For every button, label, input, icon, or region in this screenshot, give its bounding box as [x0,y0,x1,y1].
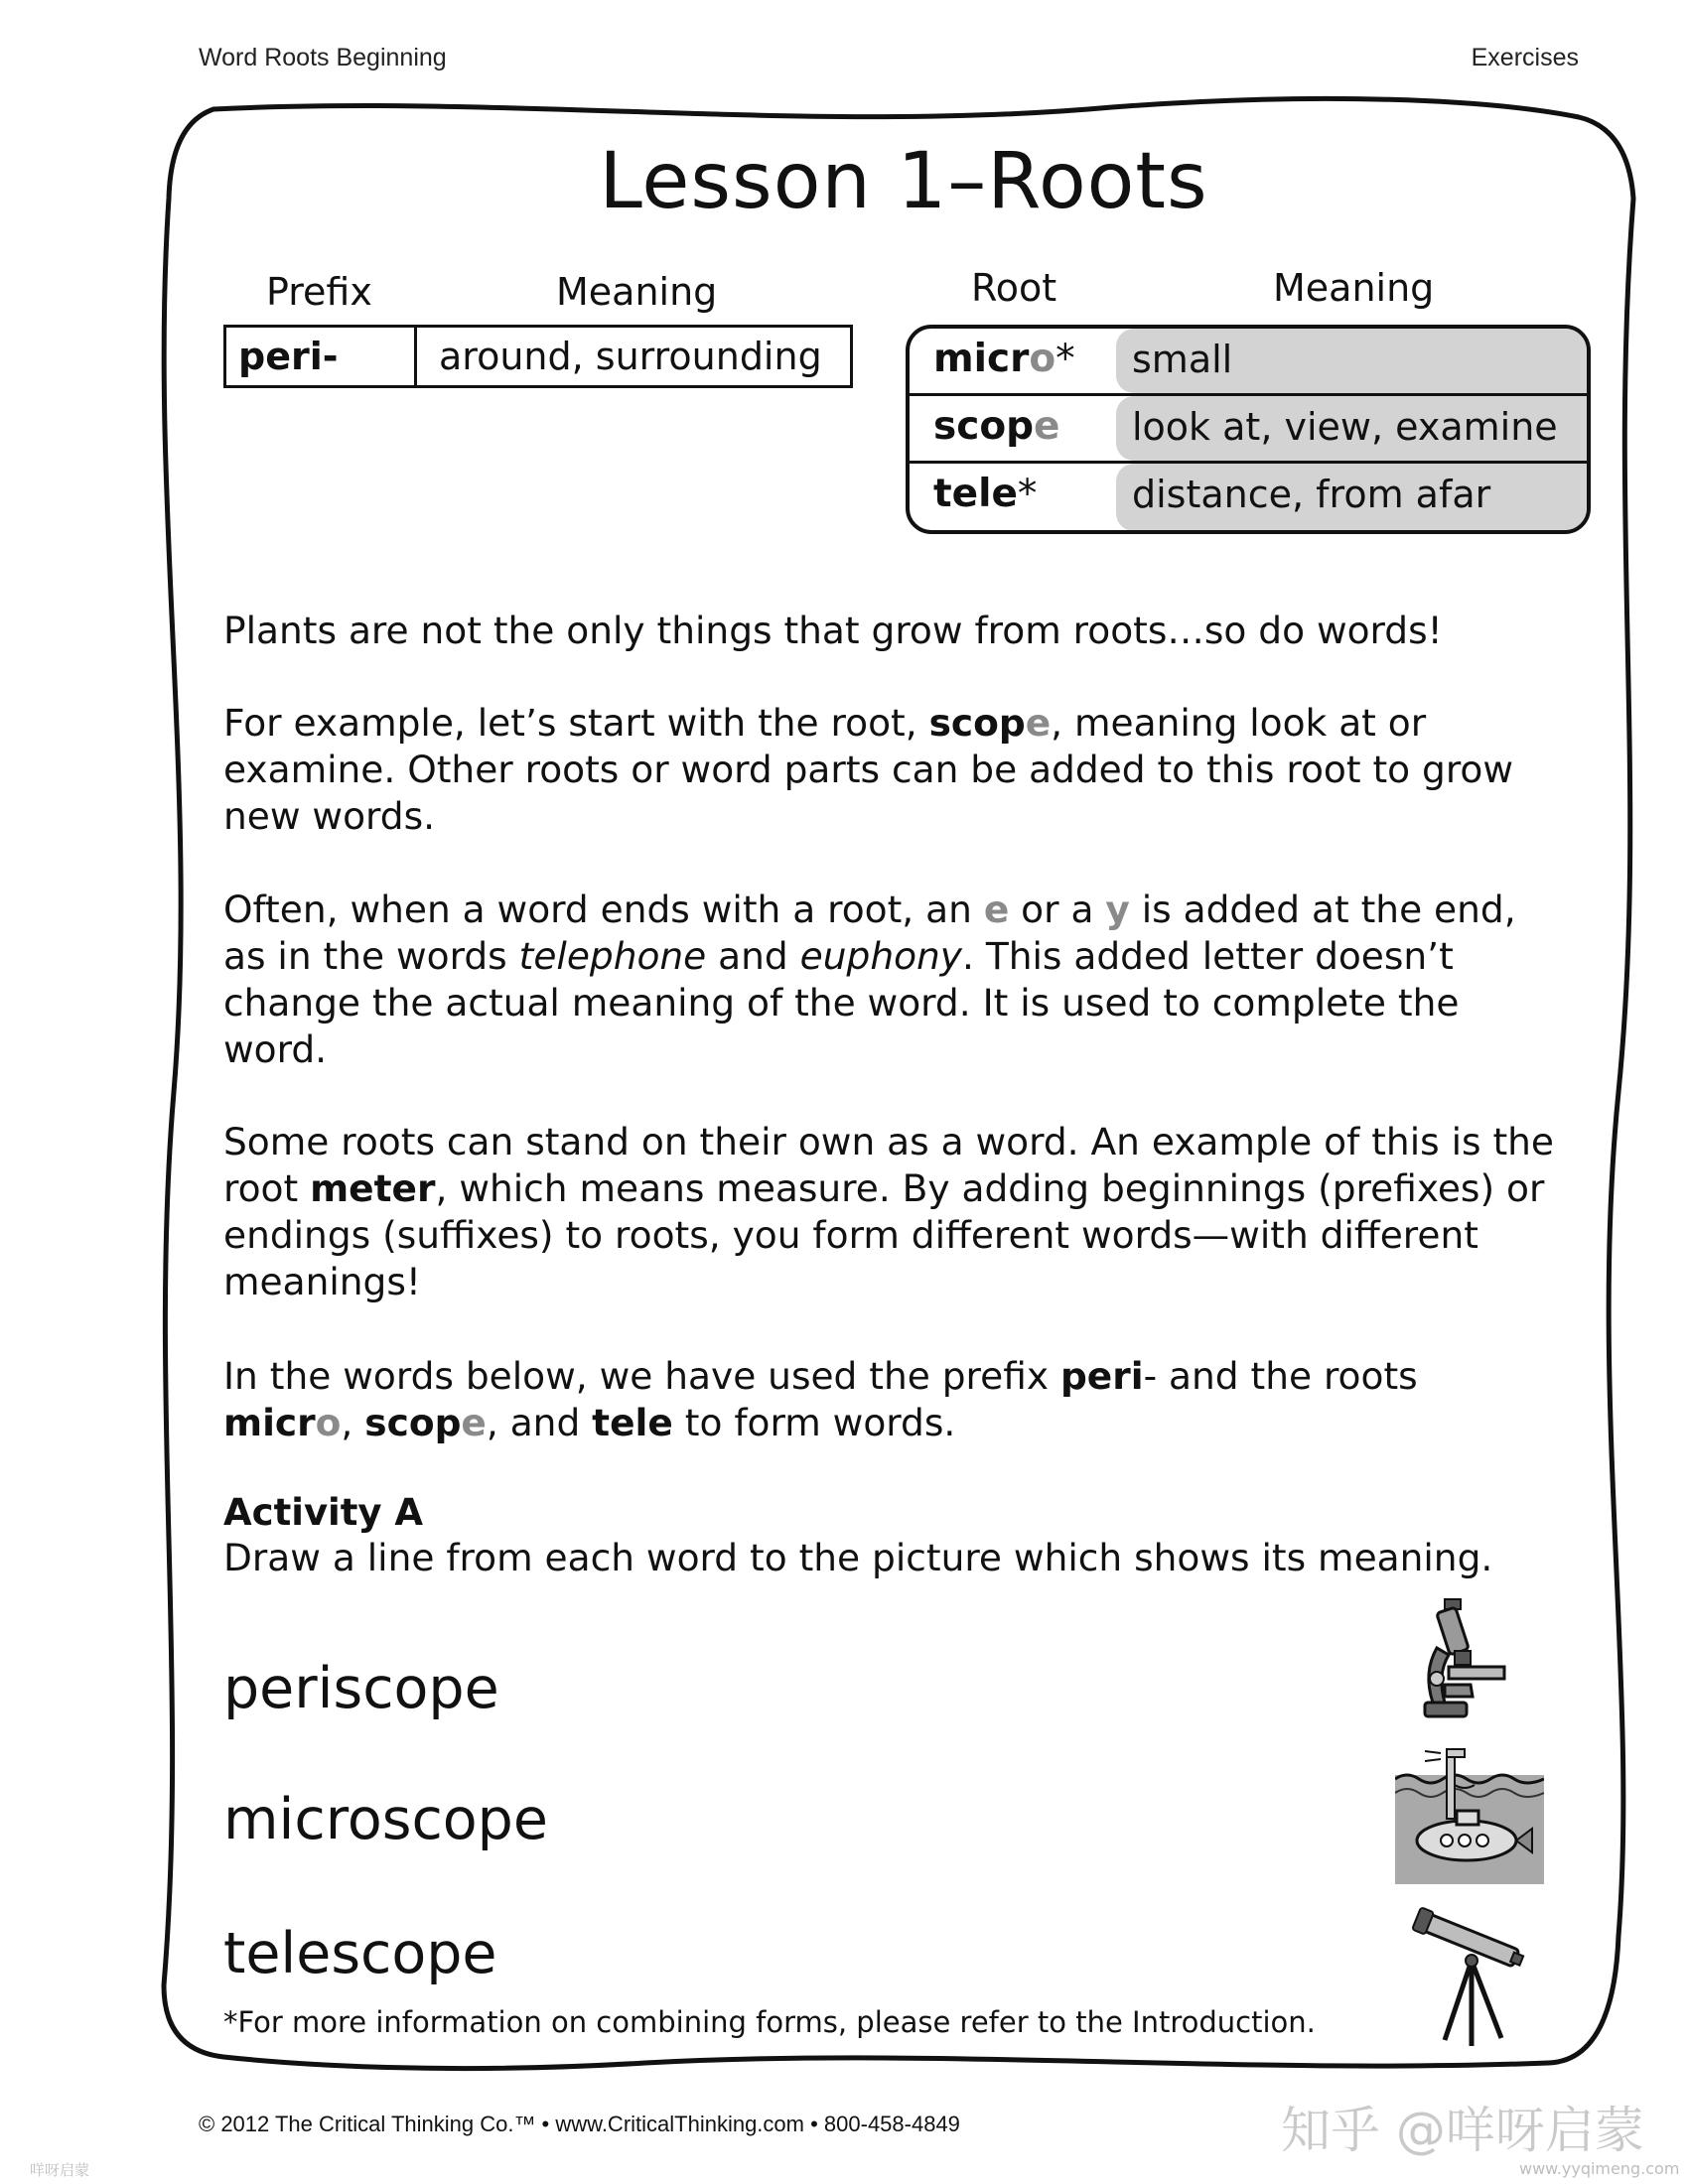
prefix-meaning-header: Meaning [556,270,718,314]
root-table [906,325,1591,534]
root-row [910,396,1587,464]
root-star: * [1055,337,1075,381]
root-cell [910,464,1116,531]
root-star: * [1017,472,1038,516]
page-title: Lesson 1–Roots [599,137,1208,226]
root-meaning-cell: look at, view, examine [1116,396,1587,461]
root-suffix: o [1029,337,1056,381]
root-cell [910,396,1116,461]
header-left: Word Roots Beginning [199,44,447,71]
microscope-icon[interactable] [1415,1593,1514,1737]
header-right: Exercises [1471,44,1579,71]
watermark-url: www.yyqimeng.com [1519,2159,1680,2178]
standalone-root-paragraph: Some roots can stand on their own as a word. An example of this is the root meter, which means measure. By adding beginnings (prefixes) or endings (suffixes) to roots, you form different words—with different meanings! [223,1120,1554,1303]
root-meaning-header: Meaning [1273,266,1435,310]
watermark: 知乎 @咩呀启蒙 [1281,2102,1644,2159]
submarine-periscope-icon[interactable] [1395,1745,1544,1889]
activity-title: Activity A [223,1491,424,1534]
root-meaning-cell: small [1116,329,1587,393]
root-main: tele [933,472,1018,516]
root-column-header: Root [971,266,1057,310]
word-telescope[interactable]: telescope [223,1921,497,1986]
prefix-column-header: Prefix [266,270,372,314]
word-periscope[interactable]: periscope [223,1656,499,1721]
intro-paragraph: Plants are not the only things that grow from roots…so do words! [223,609,1443,652]
prefix-table [223,325,853,388]
ending-paragraph: Often, when a word ends with a root, an e or a y is added at the end, as in the words telephone and euphony. This added letter doesn’t change the actual meaning of the word. It is used to complete the word. [223,887,1516,1071]
watermark-left: 咩呀启蒙 [30,2161,90,2179]
words-below-paragraph: In the words below, we have used the prefix peri- and the roots micro, scope, and tele to form words. [223,1354,1418,1444]
root-row [910,329,1587,396]
prefix-cell: peri- [226,328,417,385]
prefix-meaning-cell: around, surrounding [439,335,822,378]
footnote: *For more information on combining forms, please refer to the Introduction. [223,2005,1316,2039]
example-paragraph: For example, let’s start with the root, scope, meaning look at or examine. Other roots or word parts can be added to this root to grow new words. [223,701,1514,838]
copyright: © 2012 The Critical Thinking Co.™ • www.CriticalThinking.com • 800-458-4849 [199,2112,960,2136]
word-microscope[interactable]: microscope [223,1787,548,1852]
root-main: scop [933,404,1035,449]
root-suffix: e [1034,404,1060,449]
activity-instruction: Draw a line from each word to the picture which shows its meaning. [223,1536,1493,1579]
telescope-icon[interactable] [1410,1901,1534,2050]
root-cell [910,329,1116,393]
root-row [910,464,1587,531]
root-meaning-cell: distance, from afar [1116,464,1587,531]
root-main: micr [933,337,1030,381]
